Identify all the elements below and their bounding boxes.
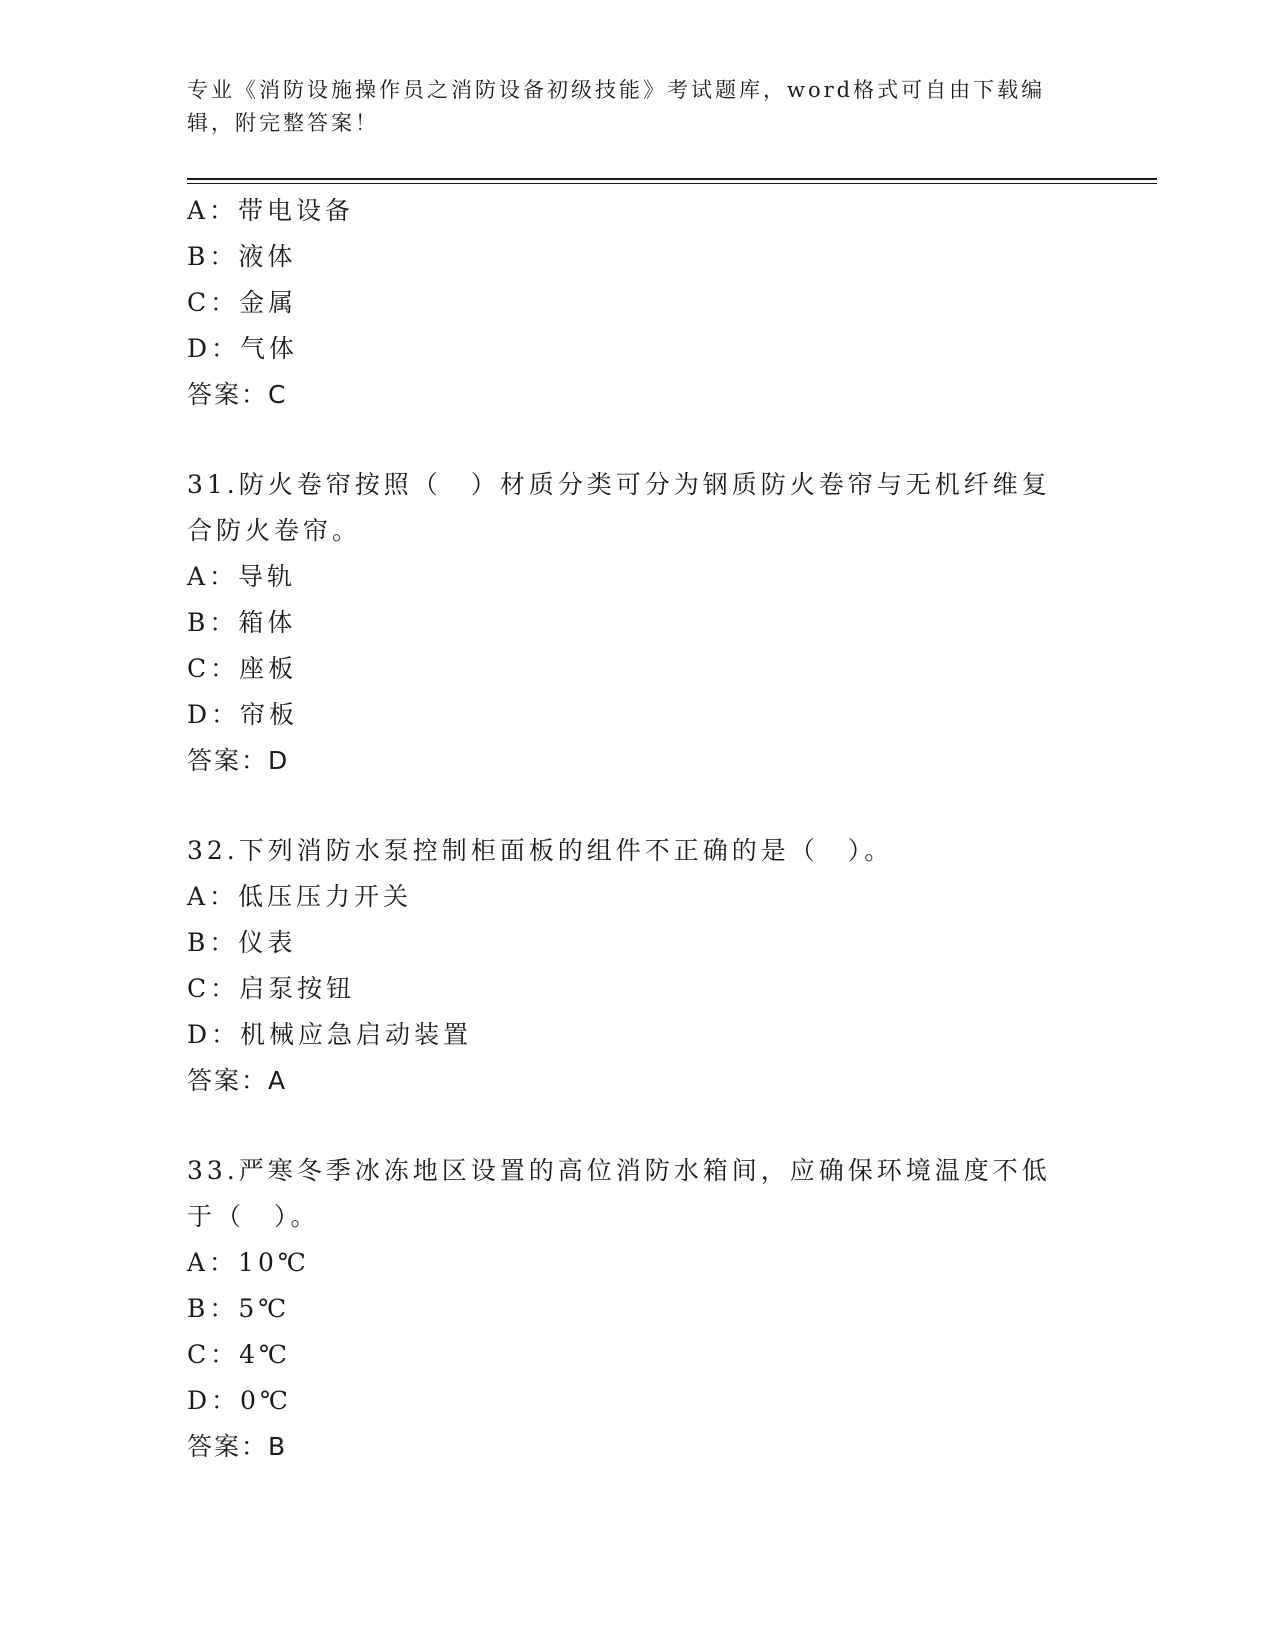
option-b: B：仪表 (187, 928, 297, 957)
option-a: A：低压压力开关 (187, 882, 413, 911)
header-rule-thin (187, 183, 1157, 184)
option-b: B：液体 (187, 242, 297, 271)
option-c: C：启泵按钮 (187, 974, 356, 1003)
answer: 答案：D (187, 746, 290, 775)
option-d: D：0℃ (187, 1386, 292, 1415)
option-a: A：带电设备 (187, 196, 355, 225)
option-c: C：4℃ (187, 1340, 292, 1369)
answer: 答案：B (187, 1432, 288, 1461)
option-d: D：机械应急启动装置 (187, 1020, 473, 1049)
question-text: 31.防火卷帘按照（ ）材质分类可分为钢质防火卷帘与无机纤维复合防火卷帘。 (187, 470, 1051, 545)
question-text: 32.下列消防水泵控制柜面板的组件不正确的是（ ）。 (187, 836, 894, 865)
answer: 答案：C (187, 380, 288, 409)
header-rule-thick (187, 178, 1157, 180)
option-c: C：金属 (187, 288, 298, 317)
option-d: D：气体 (187, 334, 299, 363)
option-d: D：帘板 (187, 700, 299, 729)
option-a: A：导轨 (187, 562, 297, 591)
option-b: B：箱体 (187, 608, 297, 637)
question-32 (187, 828, 1157, 1104)
question-33 (187, 1148, 1157, 1470)
question-text: 33.严寒冬季冰冻地区设置的高位消防水箱间，应确保环境温度不低于（ ）。 (187, 1156, 1051, 1231)
option-b: B：5℃ (187, 1294, 291, 1323)
option-a: A：10℃ (187, 1248, 310, 1277)
question-list (187, 188, 1157, 1470)
option-c: C：座板 (187, 654, 298, 683)
answer: 答案：A (187, 1066, 288, 1095)
question-30-continued (187, 188, 1157, 418)
question-31 (187, 462, 1157, 784)
page-header: 专业《消防设施操作员之消防设备初级技能》考试题库，word格式可自由下载编辑，附完整答案！ (187, 78, 1046, 135)
